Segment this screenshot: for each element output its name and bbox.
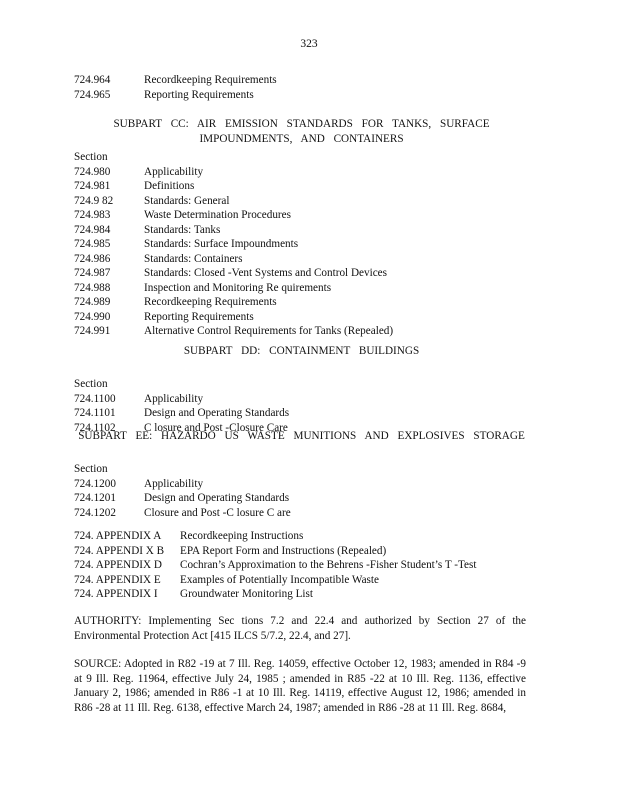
- section-title: Standards: Closed -Vent Systems and Control Devices: [144, 267, 387, 279]
- section-number: 724.983: [74, 209, 111, 221]
- section-entry: [74, 392, 203, 407]
- appendix-entry: [74, 558, 476, 573]
- appendix-entry: [74, 587, 313, 602]
- section-title: Recordkeeping Requirements: [144, 296, 277, 308]
- section-number: 724.1102: [74, 421, 116, 434]
- section-entry: [74, 491, 289, 506]
- section-entry: [74, 477, 203, 492]
- section-number: 724.990: [74, 310, 111, 323]
- section-title: Definitions: [144, 180, 195, 192]
- section-entry: [74, 208, 291, 223]
- section-entry: [74, 406, 289, 421]
- section-number: 724.1101: [74, 407, 116, 419]
- section-entry: [74, 88, 254, 103]
- section-title: Recordkeeping Requirements: [144, 74, 277, 86]
- section-number: 724.987: [74, 267, 111, 279]
- section-title: C losure and Post -Closure Care: [144, 421, 288, 434]
- source-paragraph: SOURCE: Adopted in R82 -19 at 7 Ill. Reg. 14059, effective October 12, 1983; amended in R84 -9 at 9 Ill. Reg. 11964, effective July 24, 1985 ; amended in R85 -22 at 10 Ill. Reg. 1136, effective January 2, 1986; amended in R86 -1 at 10 Ill. Reg. 14119, effective August 12, 1986; amended in R86 -28 at 11 Ill. Reg. 6138, effective March 24, 1987; amended in R86 -28 at 11 Ill. Reg. 8684,: [74, 658, 526, 714]
- section-entry: [74, 73, 277, 88]
- section-title: Standards: Surface Impoundments: [144, 238, 299, 250]
- section-number: 724.985: [74, 238, 111, 250]
- section-entry: [74, 295, 277, 310]
- section-number: 724.1100: [74, 392, 116, 405]
- subpart-heading: SUBPART EE: HAZARDO US WASTE MUNITIONS AND EXPLOSIVES STORAGE: [78, 430, 525, 442]
- section-entry: [74, 281, 331, 296]
- section-entry: [74, 252, 243, 267]
- section-number: 724.1201: [74, 492, 116, 504]
- section-title: Applicability: [144, 165, 204, 178]
- appendix-number: 724. APPENDIX D: [74, 559, 162, 571]
- section-title: Design and Operating Standards: [144, 407, 290, 419]
- appendix-title: Recordkeeping Instructions: [180, 530, 304, 542]
- page-number: 323: [300, 38, 318, 50]
- section-label: Section: [74, 378, 108, 390]
- appendix-title: Cochran’s Approximation to the Behrens -Fisher Student’s T -Test: [180, 559, 477, 571]
- section-number: 724.965: [74, 88, 111, 101]
- section-title: Waste Determination Procedures: [144, 209, 291, 221]
- appendix-number: 724. APPENDIX I: [74, 588, 158, 600]
- section-title: Standards: General: [144, 194, 230, 207]
- appendix-number: 724. APPENDI X B: [74, 544, 165, 557]
- section-title: Closure and Post -C losure C are: [144, 506, 291, 519]
- section-title: Applicability: [144, 477, 204, 490]
- section-number: 724.988: [74, 281, 111, 294]
- section-entry: [74, 266, 387, 281]
- section-entry: [74, 179, 194, 194]
- section-title: Standards: Tanks: [144, 223, 221, 236]
- subpart-heading: SUBPART DD: CONTAINMENT BUILDINGS: [183, 345, 420, 357]
- section-entry: [74, 310, 254, 325]
- appendix-title: Groundwater Monitoring List: [180, 588, 313, 600]
- section-label: Section: [74, 463, 108, 475]
- appendix-entry: [74, 573, 379, 588]
- section-number: 724.981: [74, 180, 111, 192]
- appendix-title: Examples of Potentially Incompatible Waste: [180, 573, 379, 586]
- section-entry: [74, 506, 291, 521]
- section-entry: [74, 223, 220, 238]
- appendix-entry: [74, 529, 303, 544]
- section-entry: [74, 165, 203, 180]
- appendix-number: 724. APPENDIX E: [74, 573, 161, 586]
- authority-paragraph: AUTHORITY: Implementing Sec tions 7.2 and 22.4 and authorized by Section 27 of the Environmental Protection Act [415 ILCS 5/7.2, 22.4, and 27].: [74, 615, 526, 642]
- section-number: 724.964: [74, 74, 111, 86]
- section-title: Reporting Requirements: [144, 310, 254, 323]
- subpart-heading: SUBPART CC: AIR EMISSION STANDARDS FOR TANKS, SURFACE IMPOUNDMENTS, AND CONTAINERS: [113, 118, 490, 145]
- section-entry: [74, 194, 229, 209]
- section-number: 724.986: [74, 252, 111, 265]
- section-title: Alternative Control Requirements for Tanks (Repealed): [144, 325, 394, 337]
- appendix-number: 724. APPENDIX A: [74, 530, 162, 542]
- section-number: 724.980: [74, 165, 111, 178]
- section-number: 724.989: [74, 296, 111, 308]
- section-number: 724.1202: [74, 506, 116, 519]
- section-entry: [74, 324, 393, 339]
- section-number: 724.1200: [74, 477, 116, 490]
- section-title: Reporting Requirements: [144, 88, 254, 101]
- section-title: Design and Operating Standards: [144, 492, 290, 504]
- section-number: 724.9 82: [74, 194, 114, 207]
- section-title: Inspection and Monitoring Re quirements: [144, 281, 332, 294]
- appendix-title: EPA Report Form and Instructions (Repealed): [180, 544, 387, 557]
- section-label: Section: [74, 151, 108, 163]
- section-title: Standards: Containers: [144, 252, 243, 265]
- section-entry: [74, 237, 298, 252]
- section-title: Applicability: [144, 392, 204, 405]
- section-number: 724.991: [74, 325, 111, 337]
- section-number: 724.984: [74, 223, 111, 236]
- appendix-entry: [74, 544, 386, 559]
